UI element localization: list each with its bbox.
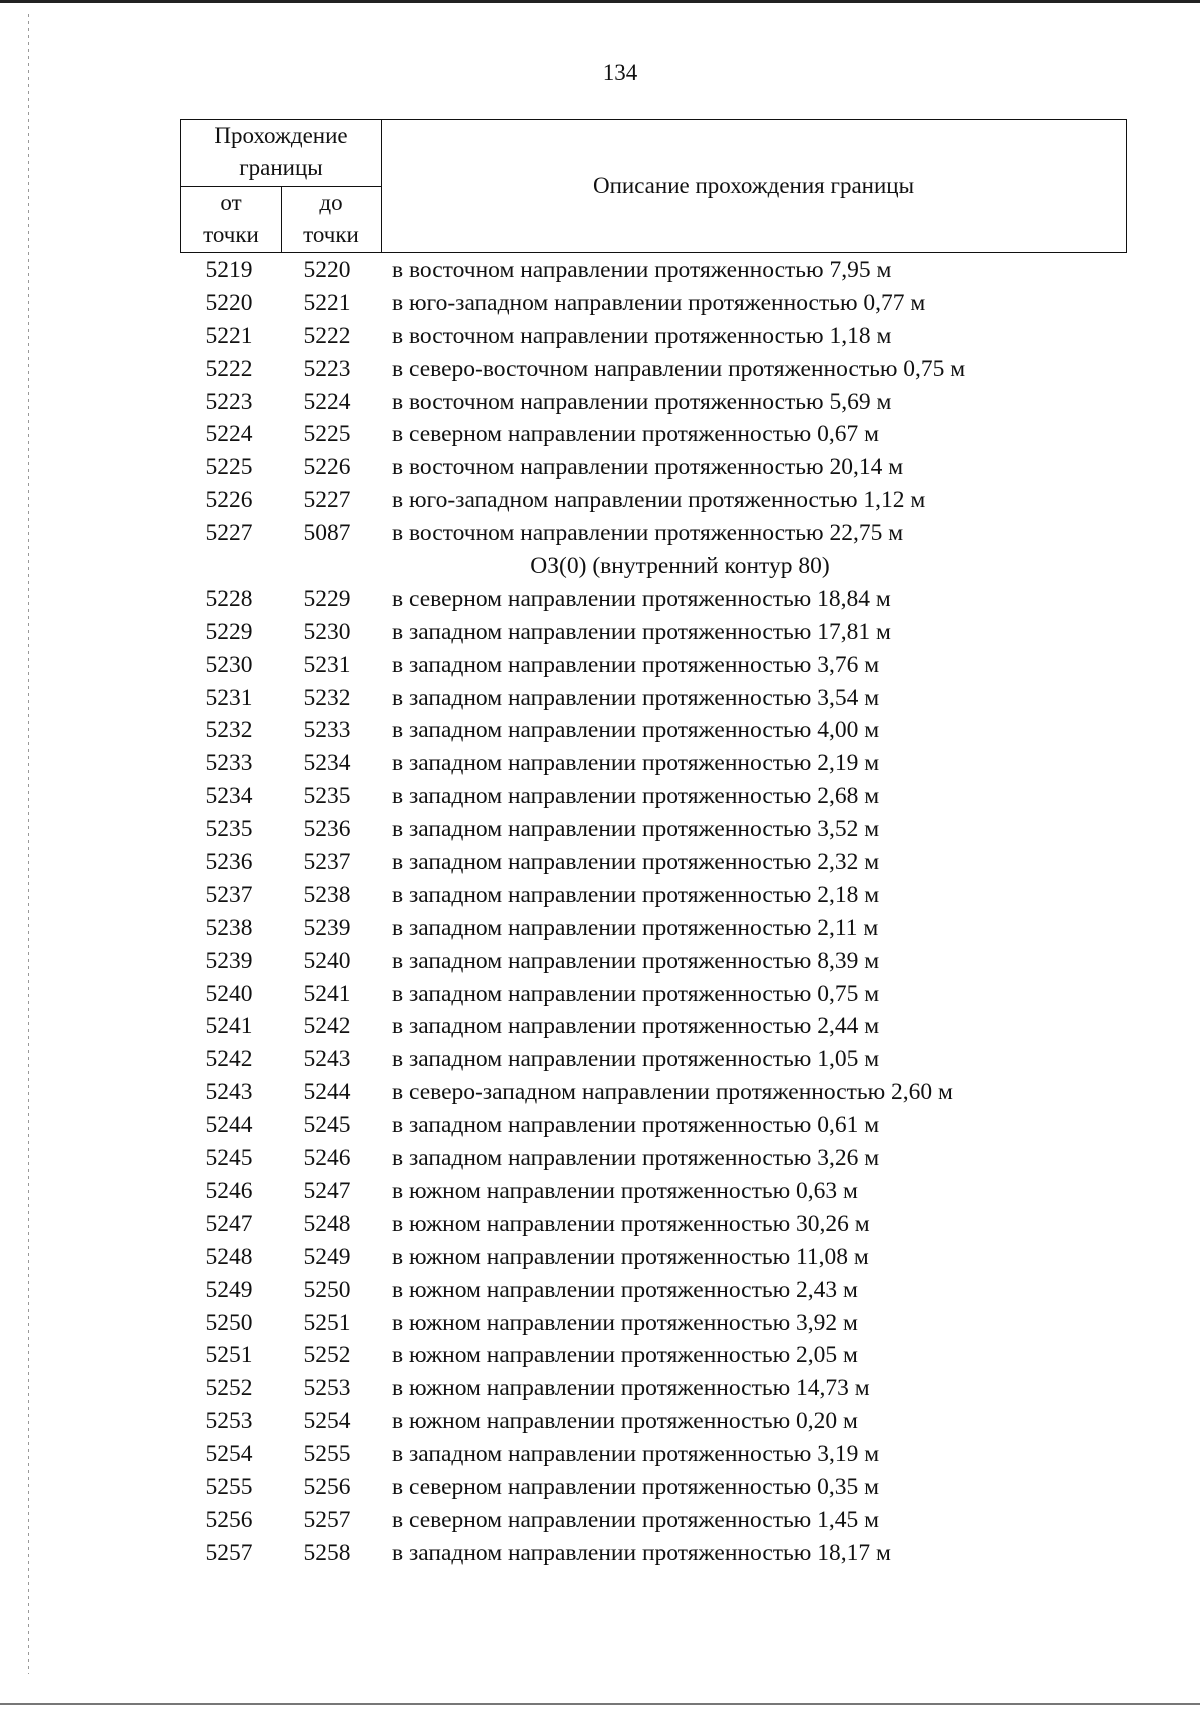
to-point: 5245 bbox=[303, 1112, 351, 1139]
boundary-description: в южном направлении протяженностью 2,05 м bbox=[392, 1342, 858, 1369]
boundary-description: в юго-западном направлении протяженностью 0,77 м bbox=[392, 289, 926, 316]
boundary-description: в западном направлении протяженностью 2,19 м bbox=[392, 750, 880, 777]
table-row bbox=[0, 682, 1200, 715]
boundary-description: в восточном направлении протяженностью 22,75 м bbox=[392, 520, 904, 547]
from-point: 5252 bbox=[205, 1375, 253, 1402]
table-row bbox=[0, 1241, 1200, 1274]
table-row bbox=[0, 386, 1200, 419]
to-point: 5229 bbox=[303, 585, 351, 612]
table-row bbox=[0, 1109, 1200, 1142]
to-point: 5253 bbox=[303, 1375, 351, 1402]
boundary-description: в северо-западном направлении протяженностью 2,60 м bbox=[392, 1079, 953, 1106]
table-row bbox=[0, 879, 1200, 912]
to-point: 5241 bbox=[303, 980, 351, 1007]
boundary-table-body bbox=[0, 254, 1200, 1570]
from-point: 5255 bbox=[205, 1473, 253, 1500]
from-point: 5244 bbox=[205, 1112, 253, 1139]
to-point: 5242 bbox=[303, 1013, 351, 1040]
rows-group-a bbox=[0, 254, 1200, 550]
to-point: 5256 bbox=[303, 1473, 351, 1500]
boundary-description: в западном направлении протяженностью 3,19 м bbox=[392, 1441, 880, 1468]
boundary-description: в западном направлении протяженностью 1,05 м bbox=[392, 1046, 880, 1073]
boundary-description: в северо-восточном направлении протяженностью 0,75 м bbox=[392, 355, 966, 382]
table-row bbox=[0, 978, 1200, 1011]
to-point: 5231 bbox=[303, 651, 351, 678]
boundary-description: в южном направлении протяженностью 30,26 м bbox=[392, 1210, 870, 1237]
from-point: 5250 bbox=[205, 1309, 253, 1336]
boundary-description: в северном направлении протяженностью 0,35 м bbox=[392, 1473, 879, 1500]
to-point: 5246 bbox=[303, 1145, 351, 1172]
to-point: 5257 bbox=[303, 1506, 351, 1533]
table-row bbox=[0, 1405, 1200, 1438]
to-point: 5234 bbox=[303, 750, 351, 777]
header-description-label: Описание прохождения границы bbox=[592, 173, 915, 198]
table-row bbox=[0, 616, 1200, 649]
to-point: 5220 bbox=[303, 257, 351, 283]
to-point: 5249 bbox=[303, 1243, 351, 1270]
table-row bbox=[0, 1537, 1200, 1570]
from-point: 5231 bbox=[205, 684, 253, 711]
from-point: 5254 bbox=[205, 1441, 253, 1468]
to-point: 5225 bbox=[303, 421, 351, 448]
boundary-description: в западном направлении протяженностью 2,11 м bbox=[392, 914, 879, 941]
table-row bbox=[0, 517, 1200, 550]
boundary-description: в восточном направлении протяженностью 5,69 м bbox=[392, 388, 892, 415]
table-row bbox=[0, 714, 1200, 747]
from-point: 5220 bbox=[205, 289, 253, 316]
from-point: 5232 bbox=[205, 717, 253, 744]
to-point: 5227 bbox=[303, 487, 351, 514]
section-title: ОЗ(0) (внутренний контур 80) bbox=[530, 553, 830, 580]
from-point: 5227 bbox=[205, 520, 253, 547]
boundary-description: в западном направлении протяженностью 2,44 м bbox=[392, 1013, 880, 1040]
from-point: 5235 bbox=[205, 816, 253, 843]
to-point: 5254 bbox=[303, 1408, 351, 1435]
table-row bbox=[0, 320, 1200, 353]
from-point: 5243 bbox=[205, 1079, 253, 1106]
to-point: 5222 bbox=[303, 322, 351, 349]
to-point: 5235 bbox=[303, 783, 351, 810]
table-row bbox=[0, 1372, 1200, 1405]
boundary-description: в южном направлении протяженностью 3,92 м bbox=[392, 1309, 858, 1336]
header-group-label: Прохождение границы bbox=[214, 123, 348, 180]
table-row bbox=[0, 418, 1200, 451]
table-row bbox=[0, 945, 1200, 978]
header-to-label: до точки bbox=[303, 190, 359, 247]
table-row bbox=[0, 1471, 1200, 1504]
from-point: 5234 bbox=[205, 783, 253, 810]
table-row bbox=[0, 1307, 1200, 1340]
to-point: 5232 bbox=[303, 684, 351, 711]
from-point: 5256 bbox=[205, 1506, 253, 1533]
to-point: 5237 bbox=[303, 849, 351, 876]
to-point: 5224 bbox=[303, 388, 351, 415]
table-row bbox=[0, 1208, 1200, 1241]
from-point: 5249 bbox=[205, 1276, 253, 1303]
to-point: 5233 bbox=[303, 717, 351, 744]
boundary-description: в западном направлении протяженностью 0,75 м bbox=[392, 980, 880, 1007]
from-point: 5238 bbox=[205, 914, 253, 941]
from-point: 5237 bbox=[205, 881, 253, 908]
from-point: 5225 bbox=[205, 454, 253, 481]
table-row bbox=[0, 254, 1200, 287]
from-point: 5233 bbox=[205, 750, 253, 777]
from-point: 5221 bbox=[205, 322, 253, 349]
table-row bbox=[0, 1076, 1200, 1109]
to-point: 5230 bbox=[303, 618, 351, 645]
table-header bbox=[180, 119, 1127, 253]
from-point: 5241 bbox=[205, 1013, 253, 1040]
from-point: 5251 bbox=[205, 1342, 253, 1369]
boundary-description: в южном направлении протяженностью 11,08 м bbox=[392, 1243, 869, 1270]
table-row bbox=[0, 1010, 1200, 1043]
boundary-description: в западном направлении протяженностью 18,17 м bbox=[392, 1539, 891, 1566]
boundary-description: в северном направлении протяженностью 18,84 м bbox=[392, 585, 891, 612]
from-point: 5223 bbox=[205, 388, 253, 415]
page-frame-bottom bbox=[0, 1703, 1200, 1705]
to-point: 5247 bbox=[303, 1177, 351, 1204]
to-point: 5258 bbox=[303, 1539, 351, 1566]
boundary-description: в западном направлении протяженностью 3,52 м bbox=[392, 816, 880, 843]
table-row bbox=[0, 813, 1200, 846]
from-point: 5226 bbox=[205, 487, 253, 514]
to-point: 5251 bbox=[303, 1309, 351, 1336]
table-row bbox=[0, 912, 1200, 945]
to-point: 5087 bbox=[303, 520, 351, 547]
to-point: 5221 bbox=[303, 289, 351, 316]
boundary-description: в северном направлении протяженностью 1,45 м bbox=[392, 1506, 879, 1533]
to-point: 5244 bbox=[303, 1079, 351, 1106]
table-row bbox=[0, 1142, 1200, 1175]
from-point: 5248 bbox=[205, 1243, 253, 1270]
boundary-description: в восточном направлении протяженностью 1,18 м bbox=[392, 322, 892, 349]
table-row bbox=[0, 1504, 1200, 1537]
from-point: 5230 bbox=[205, 651, 253, 678]
boundary-description: в восточном направлении протяженностью 7,95 м bbox=[392, 257, 892, 283]
boundary-description: в южном направлении протяженностью 14,73 м bbox=[392, 1375, 870, 1402]
page-number: 134 bbox=[602, 60, 638, 85]
from-point: 5257 bbox=[205, 1539, 253, 1566]
to-point: 5252 bbox=[303, 1342, 351, 1369]
table-row bbox=[0, 780, 1200, 813]
header-from-label: от точки bbox=[203, 190, 259, 247]
boundary-description: в западном направлении протяженностью 3,26 м bbox=[392, 1145, 880, 1172]
from-point: 5239 bbox=[205, 947, 253, 974]
to-point: 5223 bbox=[303, 355, 351, 382]
boundary-description: в западном направлении протяженностью 3,54 м bbox=[392, 684, 880, 711]
to-point: 5240 bbox=[303, 947, 351, 974]
table-row bbox=[0, 649, 1200, 682]
from-point: 5236 bbox=[205, 849, 253, 876]
boundary-description: в северном направлении протяженностью 0,67 м bbox=[392, 421, 879, 448]
to-point: 5255 bbox=[303, 1441, 351, 1468]
table-row bbox=[0, 846, 1200, 879]
to-point: 5248 bbox=[303, 1210, 351, 1237]
from-point: 5224 bbox=[205, 421, 253, 448]
boundary-description: в западном направлении протяженностью 2,18 м bbox=[392, 881, 880, 908]
from-point: 5228 bbox=[205, 585, 253, 612]
table-row bbox=[0, 1175, 1200, 1208]
boundary-description: в юго-западном направлении протяженностью 1,12 м bbox=[392, 487, 926, 514]
from-point: 5242 bbox=[205, 1046, 253, 1073]
from-point: 5247 bbox=[205, 1210, 253, 1237]
rows-group-b bbox=[0, 583, 1200, 1570]
boundary-description: в южном направлении протяженностью 0,20 м bbox=[392, 1408, 858, 1435]
table-row bbox=[0, 1043, 1200, 1076]
boundary-description: в восточном направлении протяженностью 20,14 м bbox=[392, 454, 904, 481]
boundary-description: в западном направлении протяженностью 2,68 м bbox=[392, 783, 880, 810]
boundary-description: в южном направлении протяженностью 2,43 м bbox=[392, 1276, 858, 1303]
boundary-description: в западном направлении протяженностью 8,39 м bbox=[392, 947, 880, 974]
to-point: 5239 bbox=[303, 914, 351, 941]
from-point: 5240 bbox=[205, 980, 253, 1007]
boundary-description: в южном направлении протяженностью 0,63 м bbox=[392, 1177, 858, 1204]
table-row bbox=[0, 1438, 1200, 1471]
to-point: 5250 bbox=[303, 1276, 351, 1303]
boundary-description: в западном направлении протяженностью 17,81 м bbox=[392, 618, 891, 645]
from-point: 5245 bbox=[205, 1145, 253, 1172]
section-row bbox=[0, 550, 1200, 583]
table-row bbox=[0, 747, 1200, 780]
from-point: 5253 bbox=[205, 1408, 253, 1435]
table-row bbox=[0, 484, 1200, 517]
to-point: 5236 bbox=[303, 816, 351, 843]
table-row bbox=[0, 287, 1200, 320]
table-row bbox=[0, 451, 1200, 484]
table-row bbox=[0, 353, 1200, 386]
to-point: 5226 bbox=[303, 454, 351, 481]
boundary-description: в западном направлении протяженностью 3,76 м bbox=[392, 651, 880, 678]
from-point: 5246 bbox=[205, 1177, 253, 1204]
page-frame-top bbox=[0, 0, 1200, 3]
table-row bbox=[0, 583, 1200, 616]
boundary-description: в западном направлении протяженностью 4,00 м bbox=[392, 717, 880, 744]
from-point: 5219 bbox=[205, 257, 253, 283]
table-row bbox=[0, 1339, 1200, 1372]
table-row bbox=[0, 1274, 1200, 1307]
to-point: 5243 bbox=[303, 1046, 351, 1073]
from-point: 5229 bbox=[205, 618, 253, 645]
from-point: 5222 bbox=[205, 355, 253, 382]
to-point: 5238 bbox=[303, 881, 351, 908]
boundary-description: в западном направлении протяженностью 2,32 м bbox=[392, 849, 880, 876]
boundary-description: в западном направлении протяженностью 0,61 м bbox=[392, 1112, 880, 1139]
